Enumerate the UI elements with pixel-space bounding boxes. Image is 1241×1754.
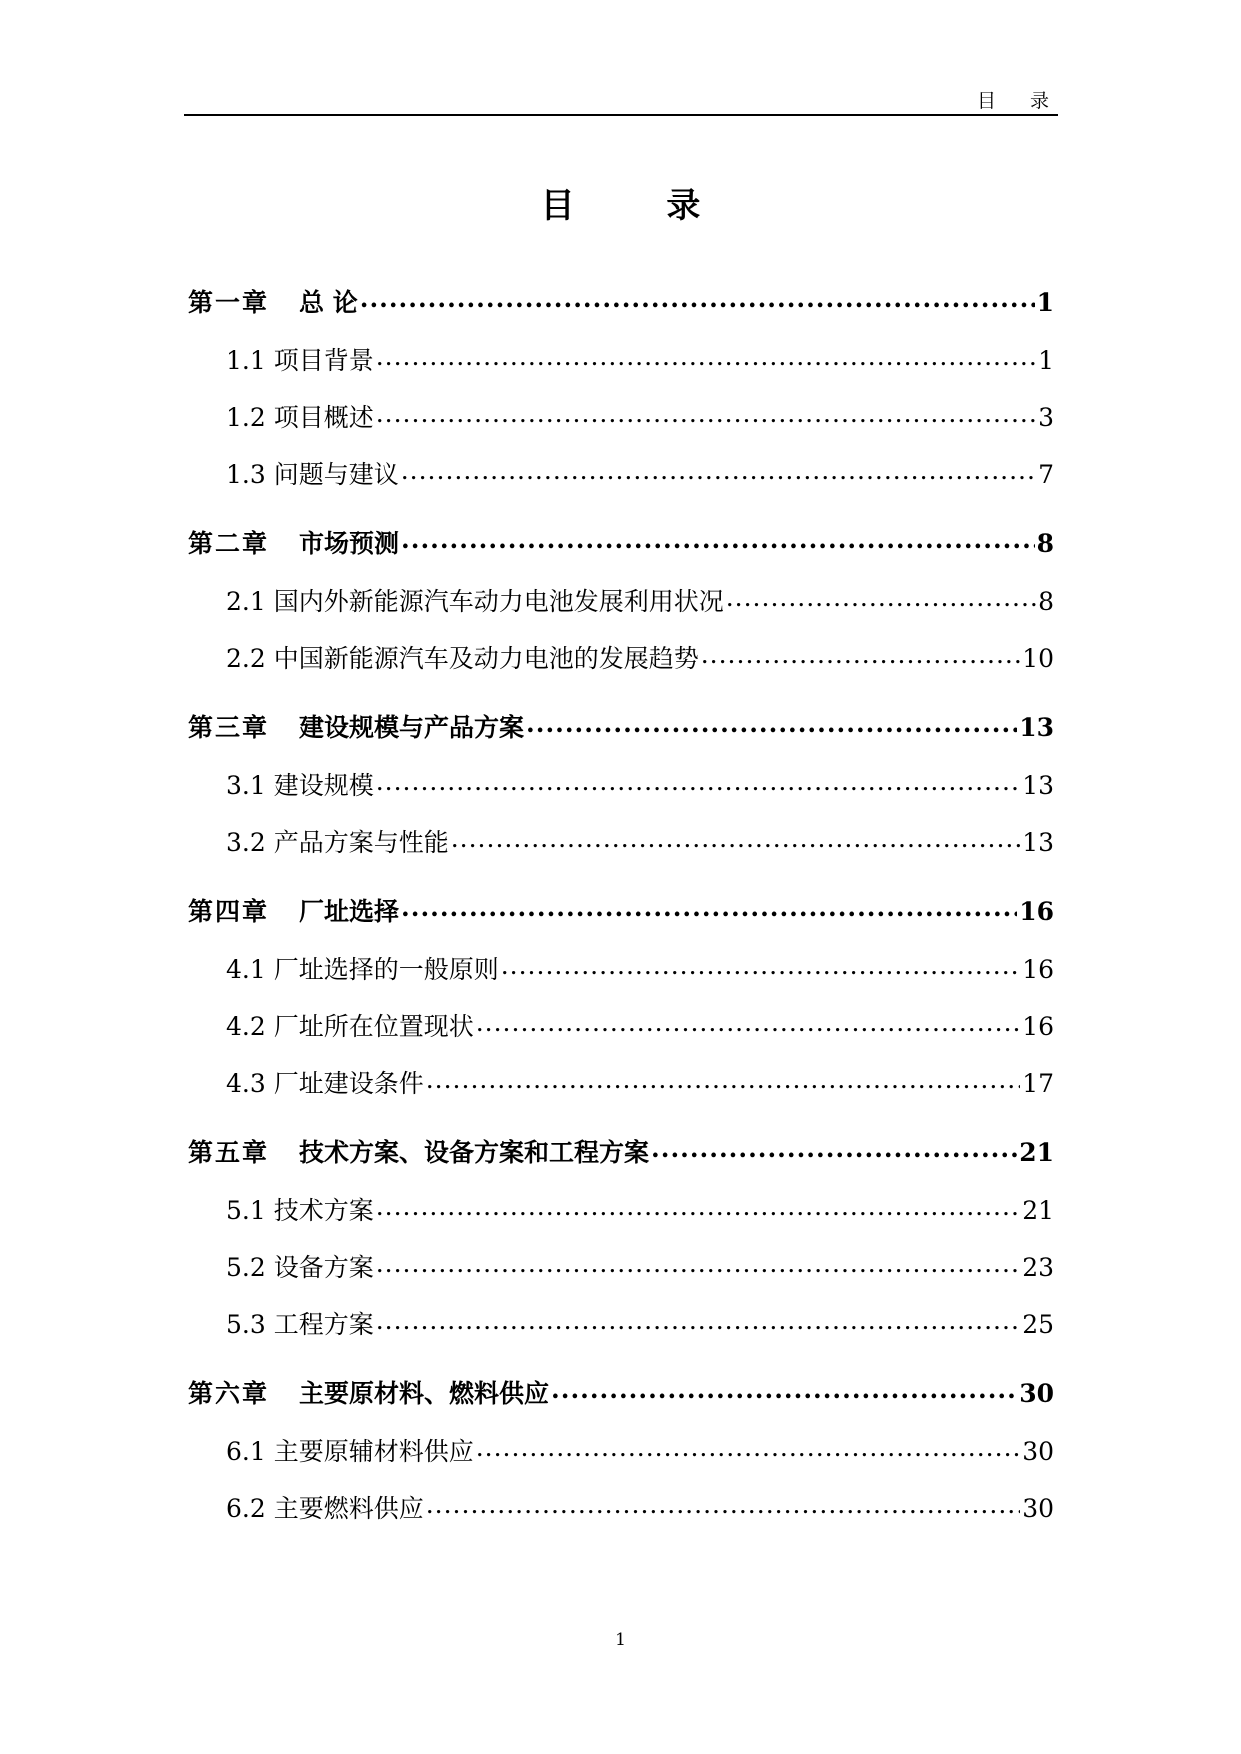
dot-leader [451, 824, 1020, 853]
dot-leader [501, 951, 1020, 980]
toc-chapter-entry[interactable] [188, 708, 1054, 766]
dot-leader [526, 709, 1017, 738]
toc-section-entry[interactable] [188, 1305, 1054, 1362]
toc-page-number: 1 [1036, 288, 1054, 317]
toc-entry-label: 2.2 中国新能源汽车及动力电池的发展趋势 [226, 644, 699, 673]
toc-entry-label [188, 524, 399, 560]
chapter-title: 市场预测 [299, 529, 400, 558]
toc-page-number: 13 [1019, 713, 1054, 742]
dot-leader [401, 456, 1036, 485]
dot-leader [476, 1008, 1020, 1037]
chapter-title: 总 论 [299, 288, 358, 317]
toc-page-number: 23 [1022, 1253, 1054, 1282]
toc-page-number: 1 [1038, 346, 1054, 375]
dot-leader [426, 1490, 1020, 1519]
table-of-contents [188, 283, 1054, 1546]
toc-entry-label [188, 283, 358, 319]
page-number: 1 [615, 1630, 626, 1650]
running-header: 目 录 [976, 90, 1063, 112]
toc-section-entry[interactable] [188, 341, 1054, 398]
toc-chapter-entry[interactable] [188, 283, 1054, 341]
toc-page-number: 30 [1019, 1379, 1054, 1408]
dot-leader [376, 1249, 1020, 1278]
dot-leader [376, 342, 1036, 371]
dot-leader [360, 284, 1035, 313]
toc-page-number: 3 [1038, 403, 1054, 432]
page-title: 目 录 [540, 186, 741, 226]
chapter-title: 建设规模与产品方案 [299, 713, 525, 742]
toc-section-entry[interactable] [188, 1064, 1054, 1121]
chapter-title: 厂址选择 [299, 897, 400, 926]
toc-section-entry[interactable] [188, 823, 1054, 880]
dot-leader [476, 1433, 1020, 1462]
toc-section-entry[interactable] [188, 1007, 1054, 1064]
toc-entry-label: 4.3 厂址建设条件 [226, 1069, 424, 1098]
dot-leader [551, 1375, 1017, 1404]
chapter-number: 第六章 [188, 1379, 270, 1408]
toc-entry-label: 1.2 项目概述 [226, 403, 374, 432]
toc-page-number: 16 [1022, 955, 1054, 984]
toc-entry-label [188, 708, 524, 744]
toc-section-entry[interactable] [188, 950, 1054, 1007]
toc-entry-label [188, 892, 399, 928]
toc-section-entry[interactable] [188, 398, 1054, 455]
dot-leader [701, 640, 1020, 669]
toc-entry-label: 4.1 厂址选择的一般原则 [226, 955, 499, 984]
chapter-title: 主要原材料、燃料供应 [299, 1379, 550, 1408]
toc-entry-label: 5.1 技术方案 [226, 1196, 374, 1225]
chapter-number: 第五章 [188, 1138, 270, 1167]
dot-leader [726, 583, 1036, 612]
dot-leader [401, 525, 1035, 554]
toc-page-number: 16 [1019, 897, 1054, 926]
toc-section-entry[interactable] [188, 1432, 1054, 1489]
toc-page-number: 21 [1019, 1138, 1054, 1167]
toc-chapter-entry[interactable] [188, 1133, 1054, 1191]
toc-section-entry[interactable] [188, 766, 1054, 823]
toc-chapter-entry[interactable] [188, 1374, 1054, 1432]
toc-section-entry[interactable] [188, 639, 1054, 696]
toc-entry-label [188, 1133, 649, 1169]
toc-entry-label: 5.2 设备方案 [226, 1253, 374, 1282]
toc-entry-label: 2.1 国内外新能源汽车动力电池发展利用状况 [226, 587, 724, 616]
toc-entry-label: 4.2 厂址所在位置现状 [226, 1012, 474, 1041]
dot-leader [401, 893, 1017, 922]
toc-page-number: 8 [1036, 529, 1054, 558]
dot-leader [376, 1192, 1020, 1221]
toc-entry-label: 1.1 项目背景 [226, 346, 374, 375]
toc-chapter-entry[interactable] [188, 524, 1054, 582]
dot-leader [426, 1065, 1020, 1094]
chapter-number: 第二章 [188, 529, 270, 558]
toc-entry-label: 6.1 主要原辅材料供应 [226, 1437, 474, 1466]
toc-entry-label: 3.1 建设规模 [226, 771, 374, 800]
toc-page-number: 30 [1022, 1437, 1054, 1466]
toc-entry-label: 3.2 产品方案与性能 [226, 828, 449, 857]
toc-entry-label: 1.3 问题与建议 [226, 460, 399, 489]
chapter-number: 第四章 [188, 897, 270, 926]
header-rule [184, 114, 1058, 116]
toc-page-number: 7 [1038, 460, 1054, 489]
toc-section-entry[interactable] [188, 1248, 1054, 1305]
chapter-title: 技术方案、设备方案和工程方案 [299, 1138, 650, 1167]
toc-section-entry[interactable] [188, 1489, 1054, 1546]
dot-leader [376, 1306, 1020, 1335]
dot-leader [651, 1134, 1017, 1163]
toc-page-number: 30 [1022, 1494, 1054, 1523]
dot-leader [376, 767, 1020, 796]
toc-entry-label: 6.2 主要燃料供应 [226, 1494, 424, 1523]
toc-page-number: 13 [1022, 771, 1054, 800]
toc-section-entry[interactable] [188, 1191, 1054, 1248]
toc-section-entry[interactable] [188, 455, 1054, 512]
toc-entry-label: 5.3 工程方案 [226, 1310, 374, 1339]
toc-section-entry[interactable] [188, 582, 1054, 639]
dot-leader [376, 399, 1036, 428]
chapter-number: 第一章 [188, 288, 270, 317]
toc-page-number: 13 [1022, 828, 1054, 857]
toc-page-number: 16 [1022, 1012, 1054, 1041]
toc-entry-label [188, 1374, 549, 1410]
toc-page-number: 10 [1022, 644, 1054, 673]
toc-page-number: 21 [1022, 1196, 1054, 1225]
toc-chapter-entry[interactable] [188, 892, 1054, 950]
toc-page-number: 8 [1038, 587, 1054, 616]
toc-page-number: 25 [1022, 1310, 1054, 1339]
chapter-number: 第三章 [188, 713, 270, 742]
toc-page-number: 17 [1022, 1069, 1054, 1098]
